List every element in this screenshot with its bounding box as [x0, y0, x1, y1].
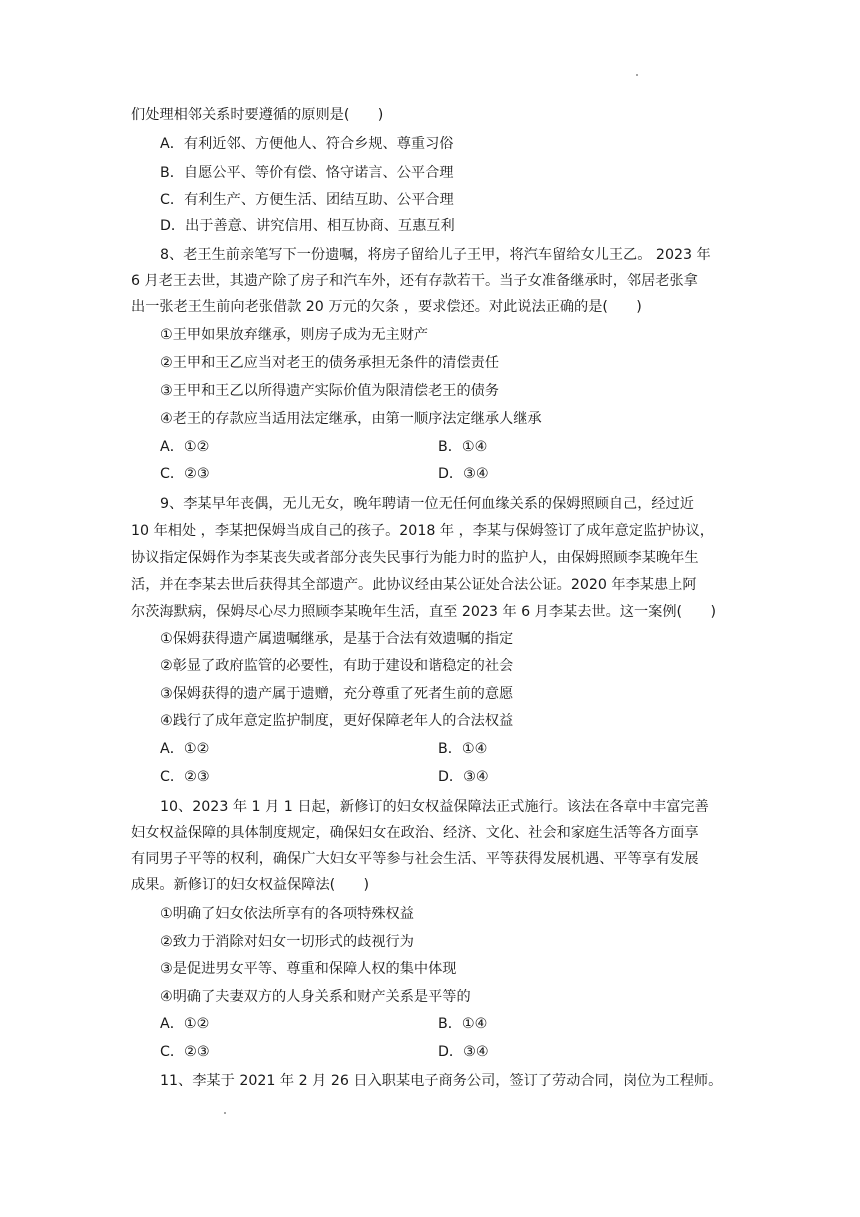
q9-stem-line-2: 10 年相处 ，李某把保姆当成自己的孩子。2018 年 ，李某与保姆签订了成年意定监护协议，	[131, 523, 714, 539]
q9-stem-line-1: 9、李某早年丧偶，无儿无女，晚年聘请一位无任何血缘关系的保姆照顾自己，经过近	[160, 496, 694, 512]
q9-option-c: C．②③	[160, 769, 210, 785]
q8-option-c: C．②③	[160, 466, 210, 482]
q10-option-d: D．③④	[438, 1044, 489, 1060]
q7-option-a: A．有利近邻、方便他人、符合乡规、尊重习俗	[160, 136, 454, 152]
q10-statement-4: ④明确了夫妻双方的人身关系和财产关系是平等的	[160, 989, 471, 1005]
q10-stem-line-1: 10、2023 年 1 月 1 日起，新修订的妇女权益保障法正式施行。该法在各章中丰富完善	[160, 799, 709, 815]
q10-statement-2: ②致力于消除对妇女一切形式的歧视行为	[160, 934, 414, 950]
q9-statement-2: ②彰显了政府监管的必要性，有助于建设和谐稳定的社会	[160, 658, 514, 674]
q9-statement-3: ③保姆获得的遗产属于遗赠，充分尊重了死者生前的意愿	[160, 686, 514, 702]
q9-stem-line-4: 活，并在李某去世后获得其全部遗产。此协议经由某公证处合法公证。2020 年李某患上阿	[131, 577, 697, 593]
q8-stem-line-2: 6 月老王去世，其遗产除了房子和汽车外，还有存款若干。当子女准备继承时，邻居老张拿	[131, 273, 698, 289]
q10-stem-line-4: 成果。新修订的妇女权益保障法( )	[131, 877, 370, 893]
q10-option-b: B．①④	[438, 1016, 488, 1032]
q9-option-b: B．①④	[438, 741, 488, 757]
q10-statement-3: ③是促进男女平等、尊重和保障人权的集中体现	[160, 961, 457, 977]
q8-stem-line-1: 8、老王生前亲笔写下一份遗嘱，将房子留给儿子王甲，将汽车留给女儿王乙。 2023 年	[160, 247, 711, 263]
q10-option-a: A．①②	[160, 1016, 210, 1032]
q10-stem-line-2: 妇女权益保障的具体制度规定，确保妇女在政治、经济、文化、社会和家庭生活等各方面享	[131, 825, 699, 841]
q9-option-a: A．①②	[160, 741, 210, 757]
q10-stem-line-3: 有同男子平等的权利，确保广大妇女平等参与社会生活、平等获得发展机遇、平等享有发展	[131, 851, 699, 867]
q7-stem-tail: 们处理相邻关系时要遵循的原则是( )	[131, 107, 384, 123]
q9-statement-4: ④践行了成年意定监护制度，更好保障老年人的合法权益	[160, 713, 514, 729]
q8-stem-line-3: 出一张老王生前向老张借款 20 万元的欠条 ，要求偿还。对此说法正确的是( )	[131, 299, 642, 315]
q8-option-b: B．①④	[438, 439, 488, 455]
q7-option-b: B．自愿公平、等价有偿、恪守诺言、公平合理	[160, 165, 454, 181]
q8-option-d: D．③④	[438, 466, 489, 482]
scan-dot-bottom	[224, 1112, 226, 1114]
q11-stem-line-1: 11、李某于 2021 年 2 月 26 日入职某电子商务公司，签订了劳动合同，岗位为工程师。	[160, 1073, 723, 1089]
q8-statement-1: ①王甲如果放弃继承，则房子成为无主财产	[160, 327, 429, 343]
q8-option-a: A．①②	[160, 439, 210, 455]
q9-stem-line-5: 尔茨海默病，保姆尽心尽力照顾李某晚年生活，直至 2023 年 6 月李某去世。这一案例( )	[131, 604, 716, 620]
q10-statement-1: ①明确了妇女依法所享有的各项特殊权益	[160, 906, 414, 922]
q10-option-c: C．②③	[160, 1044, 210, 1060]
q8-statement-3: ③王甲和王乙以所得遗产实际价值为限清偿老王的债务	[160, 383, 500, 399]
q9-statement-1: ①保姆获得遗产属遗嘱继承，是基于合法有效遗嘱的指定	[160, 631, 514, 647]
q9-stem-line-3: 协议指定保姆作为李某丧失或者部分丧失民事行为能力时的监护人，由保姆照顾李某晚年生	[131, 550, 699, 566]
q7-option-d: D．出于善意、讲究信用、相互协商、互惠互利	[160, 218, 455, 234]
q8-statement-2: ②王甲和王乙应当对老王的债务承担无条件的清偿责任	[160, 355, 500, 371]
q7-option-c: C．有利生产、方便生活、团结互助、公平合理	[160, 192, 454, 208]
scan-dot-top	[636, 74, 638, 76]
q9-option-d: D．③④	[438, 769, 489, 785]
q8-statement-4: ④老王的存款应当适用法定继承，由第一顺序法定继承人继承	[160, 411, 542, 427]
